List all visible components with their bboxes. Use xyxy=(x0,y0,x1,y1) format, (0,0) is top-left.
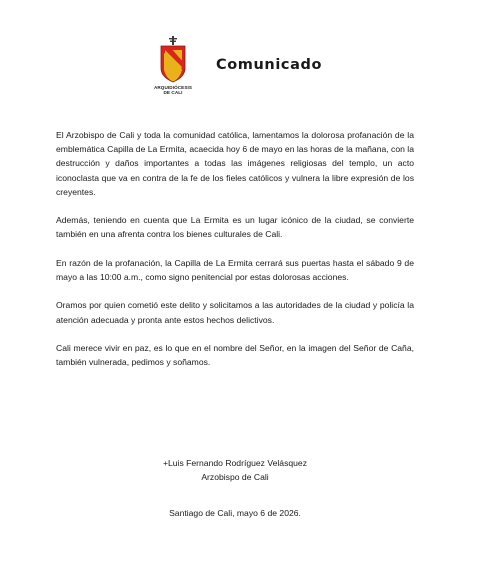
signature-spacer xyxy=(56,484,414,506)
archdiocese-logo xyxy=(140,36,206,106)
document-title: Comunicado xyxy=(216,57,323,73)
place-and-date: Santiago de Cali, mayo 6 de 2026. xyxy=(169,508,301,519)
letterhead xyxy=(140,36,440,106)
signature-block xyxy=(56,456,414,521)
logo-caption xyxy=(140,85,206,96)
signer-name: +Luis Fernando Rodríguez Velásquez xyxy=(162,458,308,468)
paragraph-3: En razón de la profanación, la Capilla de La Ermita cerrará sus puertas hasta el sábado 9 de mayo a las 10:00 a.m., como signo penitencial por estas dolorosas acciones. xyxy=(56,257,414,282)
signer-role: Arzobispo de Cali xyxy=(201,472,269,483)
paragraph-5: Cali merece vivir en paz, es lo que en el nombre del Señor, en la imagen del Señor de Caña, también vulnerada, pedimos y soñamos. xyxy=(56,342,414,368)
paragraph-4: Oramos por quien cometió este delito y solicitamos a las autoridades de la ciudad y policía la atención adecuada y pronta ante estos hechos delictivos. xyxy=(56,300,414,325)
logo-caption-line1: ARQUIDIÓCESIS xyxy=(153,85,193,90)
archdiocese-crest-icon xyxy=(158,36,188,84)
paragraph-1: El Arzobispo de Cali y toda la comunidad católica, lamentamos la dolorosa profanación de la emblemática Capilla de La Ermita, acaecida hoy 6 de mayo en las horas de la mañana, con la destrucción y daños importantes a todas las imágenes religiosas del templo, un acto iconoclasta que va en contra de la fe de los fieles católicos y vulnera la libre expresión de los creyentes. xyxy=(56,130,414,197)
paragraph-2: Además, teniendo en cuenta que La Ermita es un lugar icónico de la ciudad, se convierte también en una afrenta contra los bienes culturales de Cali. xyxy=(56,215,414,240)
logo-caption-line2: DE CALI xyxy=(163,90,183,96)
document-body xyxy=(56,128,414,384)
